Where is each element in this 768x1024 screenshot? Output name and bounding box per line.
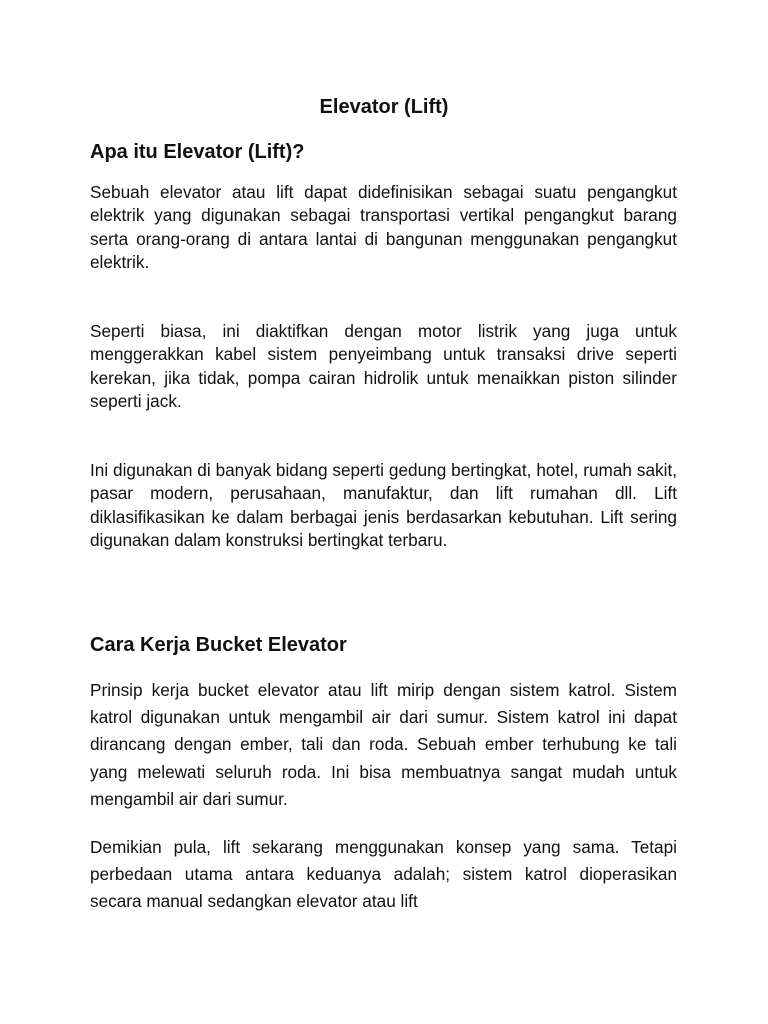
- paragraph-definition: Sebuah elevator atau lift dapat didefinisikan sebagai suatu pengangkut elektrik yang digunakan sebagai transportasi vertikal pengangkut barang serta orang-orang di antara lantai di bangunan menggunakan pengangkut elektrik.: [90, 182, 677, 273]
- paragraph-prinsip-kerja: Prinsip kerja bucket elevator atau lift mirip dengan sistem katrol. Sistem katrol digunakan untuk mengambil air dari sumur. Sistem katrol ini dapat dirancang dengan ember, tali dan roda. Sebuah ember terhubung ke tali yang melewati seluruh roda. Ini bisa membuatnya sangat mudah untuk mengambil air dari sumur.: [90, 680, 677, 809]
- section-heading-cara-kerja: Cara Kerja Bucket Elevator: [90, 634, 347, 656]
- section-heading-apa-itu-elevator: Apa itu Elevator (Lift)?: [90, 141, 305, 163]
- paragraph-penggunaan: Ini digunakan di banyak bidang seperti gedung bertingkat, hotel, rumah sakit, pasar modern, perusahaan, manufaktur, dan lift rumahan dll. Lift diklasifikasikan ke dalam berbagai jenis berdasarkan kebutuhan. Lift sering digunakan dalam konstruksi bertingkat terbaru.: [90, 460, 677, 551]
- paragraph-demikian-pula: Demikian pula, lift sekarang menggunakan konsep yang sama. Tetapi perbedaan utama antara keduanya adalah; sistem katrol dioperasikan secara manual sedangkan elevator atau lift: [90, 837, 677, 912]
- paragraph-motor-listrik: Seperti biasa, ini diaktifkan dengan motor listrik yang juga untuk menggerakkan kabel sistem penyeimbang untuk transaksi drive seperti kerekan, jika tidak, pompa cairan hidrolik untuk menaikkan piston silinder seperti jack.: [90, 321, 677, 412]
- document-title: Elevator (Lift): [319, 96, 449, 118]
